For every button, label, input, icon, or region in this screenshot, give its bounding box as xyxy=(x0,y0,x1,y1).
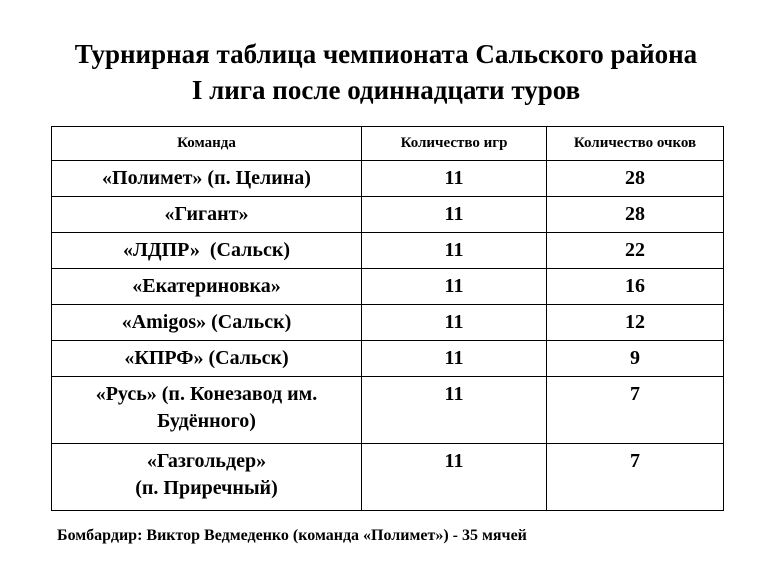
points-count: 28 xyxy=(547,161,724,197)
title-line-1: Турнирная таблица чемпионата Сальского района xyxy=(74,39,698,69)
points-count: 22 xyxy=(547,233,724,269)
team-name xyxy=(52,444,362,511)
title-line-2: I лига после одиннадцати туров xyxy=(191,75,581,105)
points-count: 7 xyxy=(547,444,724,511)
top-scorer-note: Бомбардир: Виктор Ведмеденко (команда «Полимет») - 35 мячей xyxy=(57,527,527,544)
table-row xyxy=(52,161,724,197)
table-row xyxy=(52,233,724,269)
team-name-line-2: Будённого) xyxy=(157,410,256,432)
table-row xyxy=(52,341,724,377)
header-team: Команда xyxy=(52,127,362,161)
games-count: 11 xyxy=(362,233,547,269)
games-count: 11 xyxy=(362,444,547,511)
team-name-line-2: (п. Приречный) xyxy=(135,477,278,499)
team-name: «ЛДПР» (Сальск) xyxy=(52,233,362,269)
games-count: 11 xyxy=(362,197,547,233)
header-points: Количество очков xyxy=(547,127,724,161)
table-header-row xyxy=(52,127,724,161)
header-games: Количество игр xyxy=(362,127,547,161)
team-name: «Екатериновка» xyxy=(52,269,362,305)
team-name xyxy=(52,377,362,444)
team-name-line-1: «Газгольдер» xyxy=(146,450,267,472)
team-name: «КПРФ» (Сальск) xyxy=(52,341,362,377)
team-name: «Гигант» xyxy=(52,197,362,233)
table-row xyxy=(52,377,724,444)
points-count: 16 xyxy=(547,269,724,305)
standings-table xyxy=(51,126,724,511)
team-name: «Amigos» (Сальск) xyxy=(52,305,362,341)
games-count: 11 xyxy=(362,305,547,341)
page-title xyxy=(0,36,772,108)
games-count: 11 xyxy=(362,269,547,305)
team-name-line-1: «Русь» (п. Конезавод им. xyxy=(95,383,318,405)
games-count: 11 xyxy=(362,161,547,197)
points-count: 7 xyxy=(547,377,724,444)
points-count: 12 xyxy=(547,305,724,341)
table-row xyxy=(52,197,724,233)
table-row xyxy=(52,269,724,305)
games-count: 11 xyxy=(362,341,547,377)
table-row xyxy=(52,444,724,511)
table-row xyxy=(52,305,724,341)
games-count: 11 xyxy=(362,377,547,444)
points-count: 28 xyxy=(547,197,724,233)
team-name: «Полимет» (п. Целина) xyxy=(52,161,362,197)
points-count: 9 xyxy=(547,341,724,377)
